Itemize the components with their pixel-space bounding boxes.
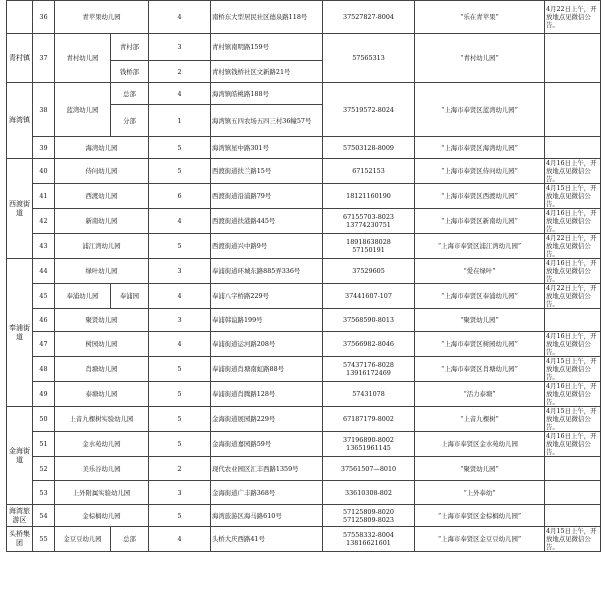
class-count: 5 xyxy=(149,159,211,184)
table-row xyxy=(7,234,601,259)
kindergarten-name: 树园幼儿园 xyxy=(55,332,149,357)
address: 现代农业园区汇丰西路1359号 xyxy=(211,457,323,481)
campus-name: 青村部 xyxy=(111,34,149,61)
class-count: 5 xyxy=(149,382,211,407)
open-day-note: 4月16日上午，开放地点见微信公告。 xyxy=(545,259,601,284)
open-day-note xyxy=(545,309,601,332)
row-number: 39 xyxy=(33,137,55,159)
table-row xyxy=(7,457,601,481)
phone-number xyxy=(323,432,415,457)
address: 海湾镇五四农场五四三村36幢57号 xyxy=(211,105,323,137)
wechat-account: “上海市奉贤区海湾幼儿园” xyxy=(415,137,545,159)
phone-number xyxy=(323,1,415,34)
kindergarten-name: 上外附属实验幼儿园 xyxy=(55,481,149,505)
address: 金海街道广丰路368号 xyxy=(211,481,323,505)
table-body xyxy=(7,1,601,552)
kindergarten-table xyxy=(6,0,601,552)
class-count: 2 xyxy=(149,61,211,83)
phone-number xyxy=(323,357,415,382)
wechat-account: “上海市奉贤区新南幼儿园” xyxy=(415,209,545,234)
address: 奉浦街道环城东路885弄336号 xyxy=(211,259,323,284)
phone-number xyxy=(323,332,415,357)
phone-line: 57431078 xyxy=(352,390,385,398)
row-number: 49 xyxy=(33,382,55,407)
phone-line: 57558332-8004 xyxy=(343,531,394,539)
class-count: 5 xyxy=(149,357,211,382)
kindergarten-name: 海湾幼儿园 xyxy=(55,137,149,159)
table-row xyxy=(7,184,601,209)
kindergarten-name: 上音九棵树实验幼儿园 xyxy=(55,407,149,432)
phone-number xyxy=(323,407,415,432)
class-count: 5 xyxy=(149,234,211,259)
table-row xyxy=(7,259,601,284)
kindergarten-name: 青苹果幼儿园 xyxy=(55,1,149,34)
row-number: 53 xyxy=(33,481,55,505)
wechat-account: “上海市奉贤区蓝湾幼儿园” xyxy=(415,83,545,137)
wechat-account: “上海市奉贤区金豆豆幼儿园” xyxy=(415,527,545,552)
kindergarten-name: 美乐谷幼儿园 xyxy=(55,457,149,481)
phone-line: 57565313 xyxy=(352,54,385,62)
address: 奉浦街道肖塘南虹路88号 xyxy=(211,357,323,382)
phone-line: 37568590-8013 xyxy=(343,316,394,324)
address: 西渡街道扶兰路15号 xyxy=(211,159,323,184)
table-row xyxy=(7,284,601,309)
table-row xyxy=(7,34,601,61)
phone-line: 13916172469 xyxy=(346,369,391,377)
phone-line: 57125809-8020 xyxy=(343,507,394,516)
row-number: 47 xyxy=(33,332,55,357)
open-day-note: 4月16日上午，开放地点见微信公告。 xyxy=(545,159,601,184)
row-number: 52 xyxy=(33,457,55,481)
class-count: 3 xyxy=(149,309,211,332)
table-row xyxy=(7,481,601,505)
phone-number xyxy=(323,284,415,309)
class-count: 1 xyxy=(149,105,211,137)
phone-number xyxy=(323,34,415,83)
phone-line: 37441607-107 xyxy=(345,292,392,300)
open-day-note: 4月22日上午，开放地点见微信公告。 xyxy=(545,1,601,34)
phone-line: 67187179-8002 xyxy=(343,415,394,423)
campus-name: 总部 xyxy=(111,527,149,552)
class-count: 5 xyxy=(149,137,211,159)
phone-line: 37561507—8010 xyxy=(340,464,397,473)
row-number: 50 xyxy=(33,407,55,432)
class-count: 4 xyxy=(149,209,211,234)
address: 海湾镇星中路301号 xyxy=(211,137,323,159)
street-cell: 奉浦街道 xyxy=(7,259,33,407)
phone-line: 67152153 xyxy=(352,167,385,175)
kindergarten-name: 泰塘幼儿园 xyxy=(55,382,149,407)
row-number: 44 xyxy=(33,259,55,284)
kindergarten-name: 奉浦幼儿园 xyxy=(55,284,111,309)
open-day-note: 4月15日上午，开放地点见微信公告。 xyxy=(545,407,601,432)
street-cell: 海湾旅游区 xyxy=(7,505,33,527)
kindergarten-name: 金棕榈幼儿园 xyxy=(55,505,149,527)
address: 西渡街道扶港路445号 xyxy=(211,209,323,234)
table-row xyxy=(7,1,601,34)
row-number: 42 xyxy=(33,209,55,234)
wechat-account: “聚贤幼儿园” xyxy=(415,309,545,332)
kindergarten-name: 西渡幼儿园 xyxy=(55,184,149,209)
street-cell: 青村镇 xyxy=(7,34,33,83)
campus-name: 钱桥部 xyxy=(111,61,149,83)
class-count: 2 xyxy=(149,457,211,481)
address: 金海街道嘉园路59号 xyxy=(211,432,323,457)
street-cell: 头桥集团 xyxy=(7,527,33,552)
class-count: 3 xyxy=(149,481,211,505)
phone-number xyxy=(323,481,415,505)
street-cell: 海湾镇 xyxy=(7,83,33,159)
wechat-account: “活力泰塘” xyxy=(415,382,545,407)
phone-number xyxy=(323,505,415,527)
class-count: 3 xyxy=(149,34,211,61)
address: 海湾旅游区海马路610号 xyxy=(211,505,323,527)
wechat-account: 上海市奉贤区金水苑幼儿园 xyxy=(415,432,545,457)
class-count: 4 xyxy=(149,284,211,309)
address: 奉浦韩谊路199号 xyxy=(211,309,323,332)
kindergarten-name: 青村幼儿园 xyxy=(55,34,111,83)
phone-line: 37527827-8004 xyxy=(343,13,394,21)
open-day-note xyxy=(545,83,601,137)
kindergarten-name: 肖塘幼儿园 xyxy=(55,357,149,382)
phone-number xyxy=(323,309,415,332)
row-number: 38 xyxy=(33,83,55,137)
phone-number xyxy=(323,457,415,481)
row-number: 37 xyxy=(33,34,55,83)
open-day-note xyxy=(545,457,601,481)
phone-line: 57437176-8028 xyxy=(343,361,394,369)
class-count: 5 xyxy=(149,432,211,457)
address: 西渡街道沿浦路79号 xyxy=(211,184,323,209)
phone-number xyxy=(323,234,415,259)
street-cell: 西渡街道 xyxy=(7,159,33,259)
phone-number xyxy=(323,382,415,407)
open-day-note: 4月15日上午，开放地点见微信公告。 xyxy=(545,184,601,209)
table-row xyxy=(7,83,601,105)
campus-name: 奉浦园 xyxy=(111,284,149,309)
campus-name: 分部 xyxy=(111,105,149,137)
wechat-account: “上音九棵树” xyxy=(415,407,545,432)
table-row xyxy=(7,209,601,234)
class-count: 4 xyxy=(149,332,211,357)
wechat-account: “上海市奉贤区西渡幼儿园” xyxy=(415,184,545,209)
phone-line: 18918638028 xyxy=(346,238,391,246)
row-number: 54 xyxy=(33,505,55,527)
phone-number xyxy=(323,527,415,552)
open-day-note: 4月16日上午，开放地点见微信公告。 xyxy=(545,382,601,407)
kindergarten-name: 金豆豆幼儿园 xyxy=(55,527,111,552)
row-number: 45 xyxy=(33,284,55,309)
row-number: 46 xyxy=(33,309,55,332)
address: 奉浦街道肖腾路128号 xyxy=(211,382,323,407)
table-row xyxy=(7,527,601,552)
class-count: 5 xyxy=(149,505,211,527)
class-count: 4 xyxy=(149,1,211,34)
table-row xyxy=(7,309,601,332)
open-day-note: 4月15日上午，开放地点见微信公告。 xyxy=(545,357,601,382)
phone-number xyxy=(323,259,415,284)
class-count: 4 xyxy=(149,83,211,105)
table-row xyxy=(7,382,601,407)
open-day-note: 4月15日上午，开放地点见微信公告。 xyxy=(545,527,601,552)
open-day-note xyxy=(545,34,601,83)
wechat-account: “上海市奉贤区侍问幼儿园” xyxy=(415,159,545,184)
wechat-account: “乐在青苹果” xyxy=(415,1,545,34)
class-count: 3 xyxy=(149,259,211,284)
phone-line: 57503128-8009 xyxy=(343,143,394,152)
row-number: 48 xyxy=(33,357,55,382)
open-day-note xyxy=(545,481,601,505)
phone-line: 13651961145 xyxy=(346,444,391,452)
wechat-account: “爱在绿叶” xyxy=(415,259,545,284)
kindergarten-name: 金水苑幼儿园 xyxy=(55,432,149,457)
table-row xyxy=(7,505,601,527)
address: 头桥大庆西路41号 xyxy=(211,527,323,552)
wechat-account: “上海市奉贤区金棕榈幼儿园” xyxy=(415,505,545,527)
table-row xyxy=(7,432,601,457)
address: 西渡街道兴中路9号 xyxy=(211,234,323,259)
row-number: 43 xyxy=(33,234,55,259)
street-cell xyxy=(7,1,33,34)
phone-line: 57125809-8023 xyxy=(343,515,394,524)
table-row xyxy=(7,159,601,184)
open-day-note: 4月22日上午，开放地点见微信公告。 xyxy=(545,234,601,259)
wechat-account: “聚贤幼儿园” xyxy=(415,457,545,481)
class-count: 6 xyxy=(149,184,211,209)
class-count: 5 xyxy=(149,407,211,432)
kindergarten-name: 蓝湾幼儿园 xyxy=(55,83,111,137)
phone-line: 37196890-8002 xyxy=(343,436,394,444)
phone-line: 57150191 xyxy=(352,246,385,254)
kindergarten-name: 绿叶幼儿园 xyxy=(55,259,149,284)
open-day-note: 4月16日上午，开放地点见微信公告。 xyxy=(545,432,601,457)
phone-line: 37566982-8046 xyxy=(343,340,394,348)
address: 金海街道展园路229号 xyxy=(211,407,323,432)
row-number: 51 xyxy=(33,432,55,457)
open-day-note: 4月16日上午，开放地点见微信公告。 xyxy=(545,332,601,357)
wechat-account: “上海市奉贤区树园幼儿园” xyxy=(415,332,545,357)
phone-line: 13816621601 xyxy=(346,539,391,547)
phone-number xyxy=(323,83,415,137)
open-day-note: 4月16日上午，开放地点见微信公告。 xyxy=(545,209,601,234)
document-page xyxy=(6,0,600,552)
wechat-account: “上外奉幼” xyxy=(415,481,545,505)
wechat-account: “青村幼儿园” xyxy=(415,34,545,83)
phone-line: 37519572-8024 xyxy=(343,105,394,114)
address: 青村镇钱桥社区文新路21号 xyxy=(211,61,323,83)
campus-name: 总部 xyxy=(111,83,149,105)
row-number: 40 xyxy=(33,159,55,184)
address: 奉浦街道运河路208号 xyxy=(211,332,323,357)
kindergarten-name: 侍问幼儿园 xyxy=(55,159,149,184)
kindergarten-name: 浦江湾幼儿园 xyxy=(55,234,149,259)
phone-line: 33610308-802 xyxy=(345,488,392,497)
phone-line: 18121160190 xyxy=(346,192,391,200)
table-row xyxy=(7,407,601,432)
open-day-note: 4月22日上午，开放地点见微信公告。 xyxy=(545,284,601,309)
street-cell: 金海街道 xyxy=(7,407,33,505)
address: 奉浦八字桥路229号 xyxy=(211,284,323,309)
wechat-account: “上海市奉贤区浦江湾幼儿园” xyxy=(415,234,545,259)
address: 南桥东大型居民社区德泉路118号 xyxy=(211,1,323,34)
phone-number xyxy=(323,137,415,159)
class-count: 4 xyxy=(149,527,211,552)
phone-line: 37529605 xyxy=(352,267,385,275)
address: 青村镇南明路159号 xyxy=(211,34,323,61)
open-day-note xyxy=(545,137,601,159)
phone-line: 13774230751 xyxy=(346,221,391,229)
row-number: 36 xyxy=(33,1,55,34)
kindergarten-name: 聚贤幼儿园 xyxy=(55,309,149,332)
phone-number xyxy=(323,159,415,184)
wechat-account: “上海市奉贤区肖塘幼儿园” xyxy=(415,357,545,382)
table-row xyxy=(7,332,601,357)
phone-line: 67155703-8023 xyxy=(343,213,394,221)
phone-number xyxy=(323,209,415,234)
table-row xyxy=(7,357,601,382)
wechat-account: “上海市奉贤区奉浦幼儿园” xyxy=(415,284,545,309)
open-day-note xyxy=(545,505,601,527)
kindergarten-name: 新南幼儿园 xyxy=(55,209,149,234)
address: 海湾镇皓桃路188号 xyxy=(211,83,323,105)
table-row xyxy=(7,137,601,159)
phone-number xyxy=(323,184,415,209)
row-number: 55 xyxy=(33,527,55,552)
row-number: 41 xyxy=(33,184,55,209)
